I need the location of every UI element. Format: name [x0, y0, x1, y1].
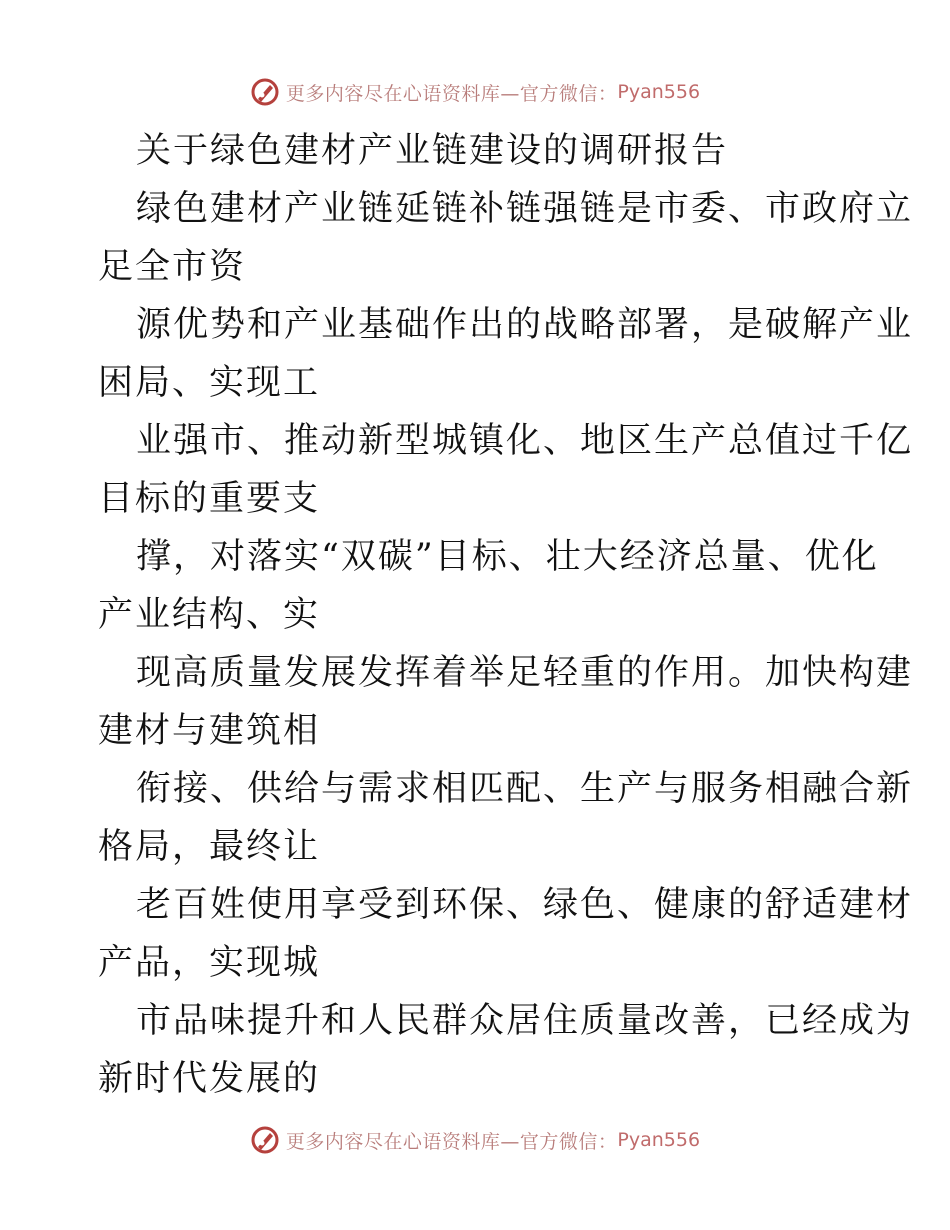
text-line: 产业结构、实: [98, 595, 321, 635]
banner-text: 更多内容尽在心语资料库—官方微信：: [285, 82, 618, 105]
banner-text: 更多内容尽在心语资料库—官方微信：: [285, 1130, 618, 1153]
header-watermark-banner: [0, 72, 950, 112]
text-line: 产品，实现城: [98, 943, 321, 983]
text-line: 市品味提升和人民群众居住质量改善，已经成为: [136, 1001, 914, 1041]
footer-watermark-banner: [0, 1120, 950, 1160]
text-line: 现高质量发展发挥着举足轻重的作用。加快构建: [136, 653, 914, 693]
text-line: 目标的重要支: [98, 479, 321, 519]
banner-wechat-id: Pyan556: [617, 81, 701, 103]
text-line: 建材与建筑相: [98, 711, 321, 751]
pen-logo-icon: [250, 77, 280, 107]
text-line: 老百姓使用享受到环保、绿色、健康的舒适建材: [136, 885, 914, 925]
document-body: [98, 122, 914, 1108]
text-line: 绿色建材产业链延链补链强链是市委、市政府立: [136, 189, 914, 229]
text-line: 困局、实现工: [98, 363, 321, 403]
text-line: 源优势和产业基础作出的战略部署，是破解产业: [136, 305, 914, 345]
text-line: 衔接、供给与需求相匹配、生产与服务相融合新: [136, 769, 914, 809]
text-line: 足全市资: [98, 247, 247, 287]
pen-logo-icon: [250, 1125, 280, 1155]
banner-wechat-id: Pyan556: [617, 1129, 701, 1151]
text-line: 撑，对落实“双碳”目标、壮大经济总量、优化: [136, 537, 879, 577]
text-line: 业强市、推动新型城镇化、地区生产总值过千亿: [136, 421, 914, 461]
text-line: 新时代发展的: [98, 1059, 321, 1099]
document-title: 关于绿色建材产业链建设的调研报告: [136, 131, 729, 171]
text-line: 格局，最终让: [98, 827, 321, 867]
